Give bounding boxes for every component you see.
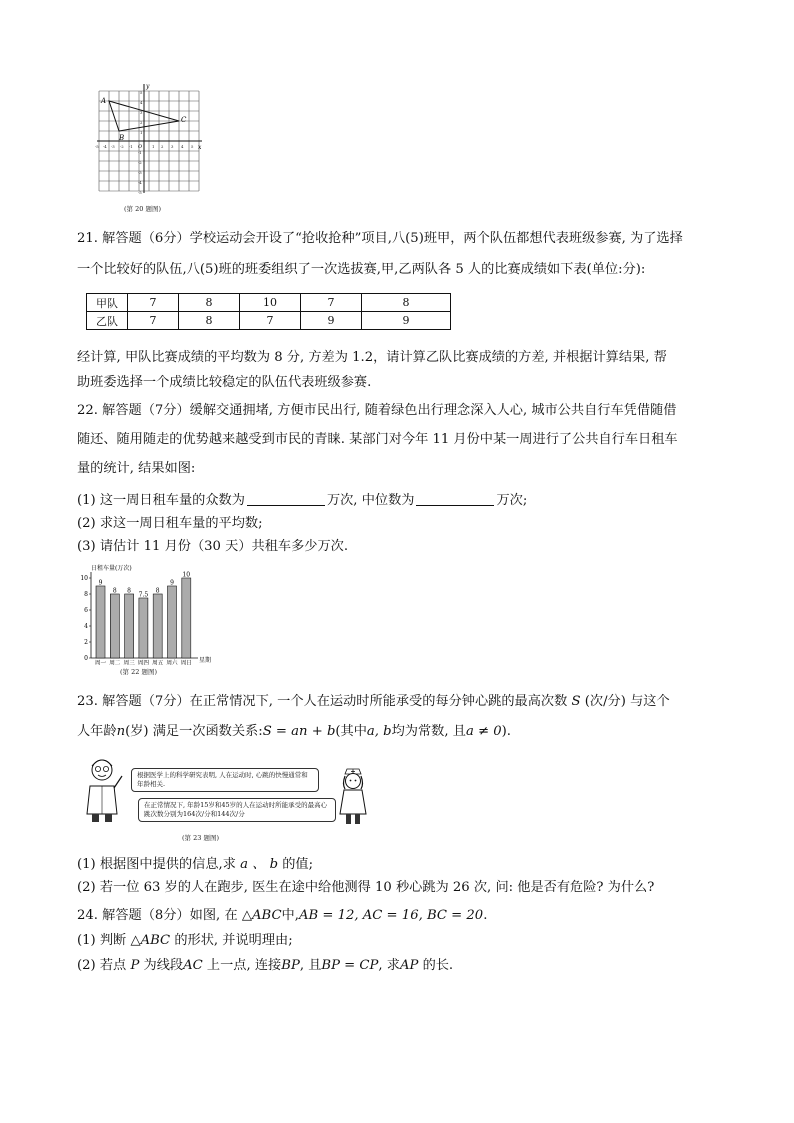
- y-tick: -5: [138, 190, 142, 195]
- bar-value-label: 9: [98, 579, 103, 587]
- q24-line1-a: 24. 解答题（8分）如图, 在: [77, 908, 238, 923]
- x-tick: -4: [103, 144, 107, 149]
- score-cell: 7: [301, 294, 362, 312]
- q22-line2: 随还、随用随走的优势越来越受到市民的青睐. 某部门对今年 11 月份中某一周进行了公共自行车日租车: [77, 432, 678, 447]
- q24-line1: [77, 906, 487, 926]
- bar-value-label: 10: [182, 571, 191, 579]
- q23-sub1-b: 的值;: [282, 857, 314, 872]
- bar-value-label: 8: [155, 587, 160, 595]
- bar: [168, 586, 177, 658]
- mode-answer-blank[interactable]: [247, 491, 325, 506]
- point-label-a: A: [101, 97, 107, 105]
- q24-sub1-b: 的形状, 并说明理由;: [174, 933, 293, 948]
- score-cell: 10: [240, 294, 301, 312]
- q24-line1-c: .: [483, 908, 488, 923]
- bar: [125, 594, 134, 658]
- bar: [139, 598, 148, 658]
- q24-segment-ap: AP: [399, 958, 419, 973]
- bar: [110, 594, 119, 658]
- team-cell: 乙队: [87, 312, 128, 330]
- doctor-illustration: [82, 756, 124, 824]
- category-label: 周六: [166, 660, 178, 667]
- point-label-b: B: [119, 134, 125, 142]
- y-tick: -4: [138, 180, 142, 185]
- x-tick: 3: [171, 144, 174, 149]
- y-tick-label: 8: [84, 591, 88, 598]
- q23-formula: S = an + b: [262, 724, 336, 739]
- bar-value-label: 7.5: [138, 591, 149, 599]
- q24-sub2-c: 上一点, 连接: [206, 958, 282, 973]
- q22-caption: (第 22 题图): [120, 668, 157, 676]
- q22-sub1-a: (1) 这一周日租车量的众数为: [77, 493, 245, 508]
- team-cell: 甲队: [87, 294, 128, 312]
- score-cell: 9: [362, 312, 451, 330]
- q24-sub1: [77, 931, 293, 951]
- q22-line1: 22. 解答题（7分）缓解交通拥堵, 方便市民出行, 随着绿色出行理念深入人心, 城市公共自行车凭借随借: [77, 403, 677, 418]
- x-tick: -2: [120, 144, 124, 149]
- q22-line3: 量的统计, 结果如图:: [77, 461, 196, 476]
- score-cell: 8: [179, 312, 240, 330]
- x-axis-label: x: [198, 144, 202, 151]
- q23-caption: (第 23 题图): [182, 834, 219, 842]
- bar-value-label: 8: [127, 587, 132, 595]
- score-cell: 9: [301, 312, 362, 330]
- score-cell: 8: [179, 294, 240, 312]
- fig20-grid: [92, 80, 204, 198]
- x-tick: 2: [161, 144, 164, 149]
- speech-bubble-2: 在正常情况下, 年龄15岁和45岁的人在运动时所能承受的最高心跳次数分别为164次/分和144次/分: [138, 798, 336, 822]
- q23-line2-b: (岁) 满足一次函数关系:: [125, 724, 263, 739]
- category-label: 周四: [137, 660, 150, 667]
- fig20-caption: (第 20 题图): [124, 205, 161, 213]
- q23-line2-a: 人年龄: [77, 724, 117, 739]
- q24-sub1-a: (1) 判断: [77, 933, 127, 948]
- y-tick: -1: [138, 150, 142, 155]
- q22-sub1: [77, 491, 527, 511]
- q24-triangle: △ABC: [241, 908, 282, 923]
- y-tick-label: 4: [84, 623, 88, 630]
- q23-sub2: (2) 若一位 63 岁的人在跑步, 医生在途中给他测得 10 秒心跳为 26 次, 问: 他是否有危险? 为什么?: [77, 880, 655, 895]
- q24-sub2-f: 的长.: [422, 958, 454, 973]
- y-tick: 3: [140, 110, 143, 115]
- y-tick-label: 2: [84, 639, 88, 646]
- nurse-illustration: [336, 768, 370, 826]
- q23-line1: [77, 692, 670, 712]
- q23-condition: a ≠ 0: [465, 724, 502, 739]
- q23-sub1-a: (1) 根据图中提供的信息,求: [77, 857, 236, 872]
- table-row: [87, 294, 451, 312]
- q23-line2: [77, 722, 511, 742]
- chart-title: 日租车量(万次): [91, 565, 132, 572]
- median-answer-blank[interactable]: [416, 491, 494, 506]
- x-tick: -3: [111, 144, 115, 149]
- q24-sub2-b: 为线段: [143, 958, 184, 973]
- q23-line2-c: (其中: [335, 724, 367, 739]
- q23-var-n: n: [116, 724, 126, 739]
- q24-segment-bp: BP: [281, 958, 300, 973]
- q24-equality: BP = CP: [321, 958, 379, 973]
- point-label-c: C: [181, 116, 187, 124]
- q24-sub2-e: , 求: [378, 958, 400, 973]
- q24-sub2: [77, 956, 453, 976]
- score-cell: 8: [362, 294, 451, 312]
- q24-line1-b: 中,: [281, 908, 299, 923]
- y-tick-label: 0: [84, 655, 88, 662]
- q22-sub1-b: 万次, 中位数为: [326, 493, 415, 508]
- q24-point-p: P: [130, 958, 140, 973]
- score-cell: 7: [128, 312, 179, 330]
- y-tick-label: 6: [84, 607, 88, 614]
- bar: [96, 586, 105, 658]
- y-tick: 1: [140, 130, 143, 135]
- x-tick: 1: [152, 144, 155, 149]
- q23-line2-d: 均为常数, 且: [391, 724, 466, 739]
- y-tick: -2: [138, 160, 142, 165]
- y-tick: 5: [140, 90, 143, 95]
- q21-line4: 助班委选择一个成绩比较稳定的队伍代表班级参赛.: [77, 375, 372, 390]
- y-tick: 4: [140, 100, 143, 105]
- category-label: 周日: [180, 660, 192, 667]
- score-cell: 7: [240, 312, 301, 330]
- q21-line2: 一个比较好的队伍,八(5)班的班委组织了一次选拔赛,甲,乙两队各 5 人的比赛成绩如下表(单位:分):: [77, 262, 646, 277]
- chart-xlabel: 星期: [199, 657, 212, 664]
- q24-sub1-triangle: △ABC: [130, 933, 171, 948]
- category-label: 周一: [94, 660, 107, 667]
- q23-line1-a: 23. 解答题（7分）在正常情况下, 一个人在运动时所能承受的每分钟心跳的最高次数: [77, 694, 568, 709]
- origin-label: O: [138, 144, 143, 150]
- bar: [153, 594, 162, 658]
- x-tick: -1: [129, 144, 133, 149]
- q23-sub1: [77, 855, 313, 875]
- category-label: 周五: [152, 660, 164, 667]
- q23-line2-e: ).: [501, 724, 511, 739]
- q22-sub2: (2) 求这一周日租车量的平均数;: [77, 516, 263, 531]
- q24-sub2-d: , 且: [299, 958, 322, 973]
- q24-lengths: AB = 12, AC = 16, BC = 20: [298, 908, 484, 923]
- category-label: 周三: [123, 660, 135, 667]
- y-tick: -3: [138, 170, 142, 175]
- x-tick: -5: [95, 144, 99, 149]
- q22-bar-chart: [78, 563, 218, 669]
- bar-value-label: 8: [112, 587, 117, 595]
- y-tick-label: 10: [80, 575, 88, 582]
- q24-segment-ac: AC: [183, 958, 203, 973]
- category-label: 周二: [109, 660, 121, 667]
- speech-bubble-1: 根据医学上的科学研究表明, 人在运动时, 心跳的快慢通常和年龄相关.: [131, 768, 319, 792]
- q22-sub3: (3) 请估计 11 月份（30 天）共租车多少万次.: [77, 539, 349, 554]
- q21-score-table: [86, 293, 451, 330]
- q23-line1-b: (次/分) 与这个: [584, 694, 670, 709]
- y-axis-label: y: [146, 83, 150, 90]
- bar-value-label: 9: [170, 579, 174, 587]
- q23-vars-ab: a, b: [366, 724, 392, 739]
- q22-sub1-c: 万次;: [496, 493, 528, 508]
- q24-sub2-a: (2) 若点: [77, 958, 127, 973]
- table-row: [87, 312, 451, 330]
- y-tick: 2: [140, 120, 143, 125]
- bar: [182, 578, 191, 658]
- q23-sub1-vars: a 、 b: [240, 857, 279, 872]
- x-tick: 4: [181, 144, 184, 149]
- score-cell: 7: [128, 294, 179, 312]
- x-tick: 5: [191, 144, 194, 149]
- q23-var-s: S: [571, 694, 581, 709]
- q21-line3: 经计算, 甲队比赛成绩的平均数为 8 分, 方差为 1.2，请计算乙队比赛成绩的方差, 并根据计算结果, 帮: [77, 350, 667, 365]
- q21-line1: 21. 解答题（6分）学校运动会开设了“抢收抢种”项目,八(5)班甲，两个队伍都想代表班级参赛, 为了选择: [77, 231, 683, 246]
